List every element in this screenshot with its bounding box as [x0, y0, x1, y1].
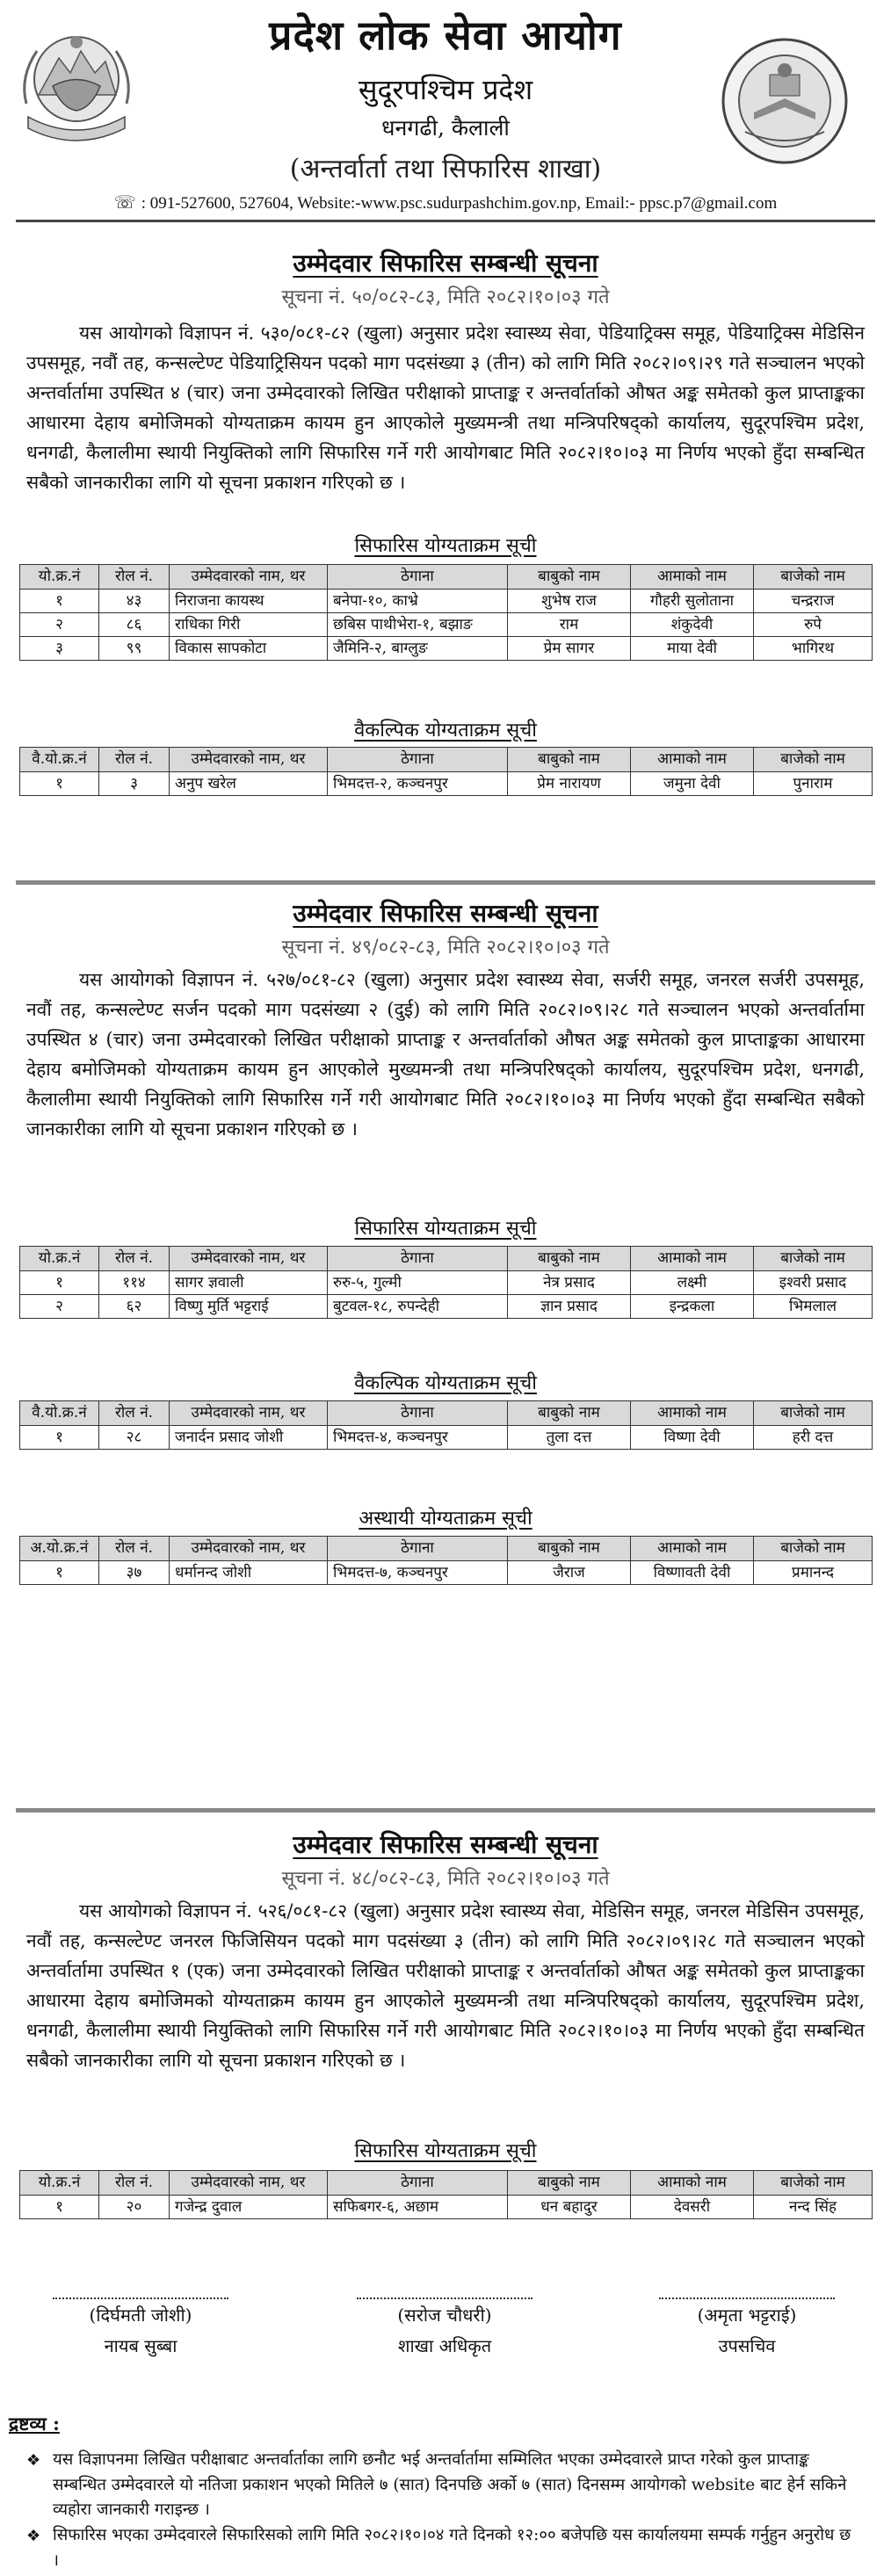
notice-title: उम्मेदवार सिफारिस सम्बन्धी सूचना [293, 899, 598, 928]
table-cell: भागिरथ [754, 637, 873, 661]
table-cell: धर्मानन्द जोशी [170, 1560, 328, 1584]
table-cell: ज्ञान प्रसाद [508, 1295, 631, 1319]
table-cell: १ [20, 1270, 99, 1294]
table-cell: जैमिनि-२, बाग्लुङ [328, 637, 508, 661]
column-header: रोल नं. [99, 1401, 170, 1426]
column-header: बाजेको नाम [754, 2171, 873, 2196]
table-cell: छबिस पाथीभेरा-१, बझाङ [328, 613, 508, 637]
table-cell: इन्द्रकला [631, 1295, 754, 1319]
table-cell: प्रेम सागर [508, 637, 631, 661]
table-cell: शंकुदेवी [631, 613, 754, 637]
notice-reference: सूचना नं. ५०/०८२-८३, मिति २०८२।१०।०३ गते [281, 286, 610, 308]
table-row [20, 1560, 873, 1584]
column-header: बाजेको नाम [754, 1537, 873, 1561]
recommendation-table [19, 2170, 873, 2219]
column-header: बाजेको नाम [754, 1247, 873, 1271]
alternate-table [19, 747, 873, 796]
branch-name: (अन्तर्वार्ता तथा सिफारिस शाखा) [289, 154, 602, 185]
table-row [20, 1270, 873, 1294]
signatory-name: (दिर्घमती जोशी) [89, 2305, 192, 2326]
column-header: आमाको नाम [631, 748, 754, 772]
table-cell: बुटवल-१८, रुपन्देही [328, 1295, 508, 1319]
table-cell: राधिका गिरी [170, 613, 328, 637]
commission-seal-icon [719, 35, 851, 167]
alternate-table [19, 1400, 873, 1450]
table-cell: सफिबगर-६, अछाम [328, 2195, 508, 2218]
signatory-name: (अमृता भट्टराई) [697, 2305, 797, 2326]
signatory-name: (सरोज चौधरी) [397, 2305, 492, 2326]
table-row [20, 2195, 873, 2218]
table-cell: चन्द्रराज [754, 589, 873, 612]
column-header: बाबुको नाम [508, 2171, 631, 2196]
table-title: सिफारिस योग्यताक्रम सूची [354, 535, 537, 557]
table-cell: भिमदत्त-४, कञ्चनपुर [328, 1425, 508, 1449]
table-row [20, 613, 873, 637]
table-cell: जनार्दन प्रसाद जोशी [170, 1425, 328, 1449]
column-header: रोल नं. [99, 1247, 170, 1271]
table-cell: विष्णावती देवी [631, 1560, 754, 1584]
contact-text: : 091-527600, 527604, Website:-www.psc.sudurpashchim.gov.np, Email:- ppsc.p7@gmail.com [141, 194, 778, 213]
signature-block [339, 2297, 550, 2357]
column-header: आमाको नाम [631, 1401, 754, 1426]
table-cell: भिमदत्त-७, कञ्चनपुर [328, 1560, 508, 1584]
table-cell: अनुप खरेल [170, 771, 328, 795]
table-cell: ३ [20, 637, 99, 661]
recommendation-table [19, 564, 873, 661]
section-divider [16, 880, 875, 885]
table-cell: रुरु-५, गुल्मी [328, 1270, 508, 1294]
column-header: रोल नं. [99, 565, 170, 590]
table-cell: १ [20, 589, 99, 612]
signature-line [53, 2297, 228, 2299]
column-header: आमाको नाम [631, 1247, 754, 1271]
table-cell: जमुना देवी [631, 771, 754, 795]
column-header: उम्मेदवारको नाम, थर [170, 2171, 328, 2196]
notice-reference: सूचना नं. ४९/०८२-८३, मिति २०८२।१०।०३ गते [281, 937, 610, 959]
column-header: आमाको नाम [631, 2171, 754, 2196]
table-cell: गौहरी सुलोताना [631, 589, 754, 612]
column-header: यो.क्र.नं [20, 1247, 99, 1271]
table-row [20, 637, 873, 661]
table-cell: २ [20, 1295, 99, 1319]
table-title: सिफारिस योग्यताक्रम सूची [354, 1218, 537, 1240]
table-cell: विष्णु मुर्ति भट्टराई [170, 1295, 328, 1319]
column-header: रोल नं. [99, 1537, 170, 1561]
note-item: सिफारिस भएका उम्मेदवारले सिफारिसको लागि मिति २०८२।१०।०४ गते दिनको १२:०० बजेपछि यस कार्यालयमा सम्पर्क गर्नुहुन अनुरोध छ । [53, 2526, 851, 2570]
column-header: ठेगाना [328, 1401, 508, 1426]
table-cell: विष्णा देवी [631, 1425, 754, 1449]
notes-heading: द्रष्टव्य : [9, 2413, 60, 2435]
table-header-row [20, 748, 873, 772]
column-header: उम्मेदवारको नाम, थर [170, 565, 328, 590]
table-title: सिफारिस योग्यताक्रम सूची [354, 2140, 537, 2162]
column-header: उम्मेदवारको नाम, थर [170, 1537, 328, 1561]
province-name: सुदूरपश्चिम प्रदेश [358, 73, 533, 106]
table-cell: ९९ [99, 637, 170, 661]
table-row [20, 1295, 873, 1319]
column-header: ठेगाना [328, 748, 508, 772]
column-header: यो.क्र.नं [20, 565, 99, 590]
table-row [20, 1425, 873, 1449]
notice-body: यस आयोगको विज्ञापन नं. ५२६/०८१-८२ (खुला) अनुसार प्रदेश स्वास्थ्य सेवा, मेडिसिन समूह, जनरल मेडिसिन उपसमूह, नवौं तह, कन्सल्टेण्ट जनरल फिजिसियन पदको माग पदसंख्या ३ (तीन) को लागि मिति २०८२।०९।२८ गते सञ्चालन भएको अन्तर्वार्तामा उपस्थित १ (एक) जना उम्मेदवारको लिखित परीक्षाको प्राप्ताङ्क र अन्तर्वार्ताको औषत अङ्क समेतको कुल प्राप्ताङ्कका आधारमा देहाय बमोजिमको योग्यताक्रम कायम हुन आएकोले मुख्यमन्त्री तथा मन्त्रिपरिषद्को कार्यालय, सुदूरपश्चिम प्रदेश, धनगढी, कैलालीमा स्थायी नियुक्तिको लागि सिफारिस गर्ने गरी आयोगबाट मिति २०८२।१०।०३ मा निर्णय भएको हुँदा सम्बन्धित सबैको जानकारीका लागि यो सूचना प्रकाशन गरिएको छ । [26, 1900, 865, 2072]
table-cell: २ [20, 613, 99, 637]
signatory-position: उपसचिव [718, 2335, 776, 2356]
table-cell: ३७ [99, 1560, 170, 1584]
table-cell: १ [20, 2195, 99, 2218]
recommendation-table [19, 1246, 873, 1319]
letterhead [0, 0, 891, 224]
column-header: बाजेको नाम [754, 565, 873, 590]
table-cell: प्रेम नारायण [508, 771, 631, 795]
notice-reference: सूचना नं. ४८/०८२-८३, मिति २०८२।१०।०३ गते [281, 1868, 610, 1890]
table-cell: जैराज [508, 1560, 631, 1584]
signature-line [357, 2297, 532, 2299]
table-cell: २० [99, 2195, 170, 2218]
table-row [20, 771, 873, 795]
table-cell: प्रमानन्द [754, 1560, 873, 1584]
table-cell: विकास सापकोटा [170, 637, 328, 661]
table-cell: सागर ज्ञवाली [170, 1270, 328, 1294]
column-header: उम्मेदवारको नाम, थर [170, 1247, 328, 1271]
table-cell: नन्द सिंह [754, 2195, 873, 2218]
table-cell: देवसरी [631, 2195, 754, 2218]
table-header-row [20, 565, 873, 590]
column-header: बाबुको नाम [508, 1537, 631, 1561]
column-header: यो.क्र.नं [20, 2171, 99, 2196]
column-header: आमाको नाम [631, 565, 754, 590]
column-header: उम्मेदवारको नाम, थर [170, 1401, 328, 1426]
signatory-position: नायब सुब्बा [104, 2335, 177, 2356]
temporary-table [19, 1536, 873, 1585]
table-header-row [20, 1401, 873, 1426]
table-cell: ४३ [99, 589, 170, 612]
table-cell: इश्वरी प्रसाद [754, 1270, 873, 1294]
table-title: वैकल्पिक योग्यताक्रम सूची [354, 1372, 537, 1394]
bullet-icon: ❖ [26, 2527, 41, 2545]
column-header: बाबुको नाम [508, 1401, 631, 1426]
table-cell: शुभेष राज [508, 589, 631, 612]
commission-title: प्रदेश लोक सेवा आयोग [269, 11, 622, 59]
column-header: ठेगाना [328, 2171, 508, 2196]
column-header: उम्मेदवारको नाम, थर [170, 748, 328, 772]
notice-body: यस आयोगको विज्ञापन नं. ५३०/०८१-८२ (खुला) अनुसार प्रदेश स्वास्थ्य सेवा, पेडियाट्रिक्स समूह, पेडियाट्रिक्स मेडिसिन उपसमूह, नवौं तह, कन्सल्टेण्ट पेडियाट्रिसियन पदको माग पदसंख्या ३ (तीन) को लागि मिति २०८२।०९।२९ गते सञ्चालन भएको अन्तर्वार्तामा उपस्थित ४ (चार) जना उम्मेदवारको लिखित परीक्षाको प्राप्ताङ्क र अन्तर्वार्ताको औषत अङ्क समेतको कुल प्राप्ताङ्कका आधारमा देहाय बमोजिमको योग्यताक्रम कायम हुन आएकोले मुख्यमन्त्री तथा मन्त्रिपरिषद्को कार्यालय, सुदूरपश्चिम प्रदेश, धनगढी, कैलालीमा स्थायी नियुक्तिको लागि सिफारिस गर्ने गरी आयोगबाट मिति २०८२।१०।०३ मा निर्णय भएको हुँदा सम्बन्धित सबैको जानकारीका लागि यो सूचना प्रकाशन गरिएको छ । [26, 322, 865, 494]
contact-line [0, 192, 891, 213]
table-cell: भिमलाल [754, 1295, 873, 1319]
notice-title: उम्मेदवार सिफारिस सम्बन्धी सूचना [293, 249, 598, 278]
table-cell: रुपे [754, 613, 873, 637]
table-cell: गजेन्द्र दुवाल [170, 2195, 328, 2218]
column-header: रोल नं. [99, 2171, 170, 2196]
signature-block [35, 2297, 246, 2357]
table-cell: धन बहादुर [508, 2195, 631, 2218]
table-header-row [20, 1537, 873, 1561]
table-cell: लक्ष्मी [631, 1270, 754, 1294]
column-header: आमाको नाम [631, 1537, 754, 1561]
signatory-position: शाखा अधिकृत [397, 2335, 492, 2356]
table-cell: माया देवी [631, 637, 754, 661]
column-header: वै.यो.क्र.नं [20, 748, 99, 772]
table-cell: हरी दत्त [754, 1425, 873, 1449]
signature-block [641, 2297, 852, 2357]
table-cell: १ [20, 1560, 99, 1584]
table-cell: १ [20, 771, 99, 795]
table-cell: १ [20, 1425, 99, 1449]
table-cell: निराजना कायस्थ [170, 589, 328, 612]
table-title: अस्थायी योग्यताक्रम सूची [359, 1508, 532, 1530]
signature-line [659, 2297, 835, 2299]
column-header: वै.यो.क्र.नं [20, 1401, 99, 1426]
header-divider [16, 220, 875, 222]
column-header: बाबुको नाम [508, 748, 631, 772]
section-divider [16, 1808, 875, 1813]
table-cell: राम [508, 613, 631, 637]
table-cell: तुला दत्त [508, 1425, 631, 1449]
table-cell: ११४ [99, 1270, 170, 1294]
city-name: धनगढी, कैलाली [381, 115, 510, 141]
column-header: ठेगाना [328, 1537, 508, 1561]
notice-title: उम्मेदवार सिफारिस सम्बन्धी सूचना [293, 1830, 598, 1859]
bullet-icon: ❖ [26, 2451, 41, 2470]
note-item: यस विज्ञापनमा लिखित परीक्षाबाट अन्तर्वार्ताका लागि छनौट भई अन्तर्वार्तामा सम्मिलित भएका उम्मेदवारले प्राप्त गरेको कुल प्राप्ताङ्क सम्बन्धित उम्मेदवारले यो नतिजा प्रकाशन भएको मितिले ७ (सात) दिनपछि अर्को ७ (सात) दिनसम्म आयोगको website बाट हेर्न सकिने व्यहोरा जानकारी गराइन्छ । [53, 2450, 847, 2520]
column-header: अ.यो.क्र.नं [20, 1537, 99, 1561]
table-header-row [20, 1247, 873, 1271]
column-header: बाजेको नाम [754, 1401, 873, 1426]
table-cell: ६२ [99, 1295, 170, 1319]
telephone-icon: ☏ [113, 193, 136, 213]
table-cell: पुनाराम [754, 771, 873, 795]
table-cell: नेत्र प्रसाद [508, 1270, 631, 1294]
column-header: बाबुको नाम [508, 1247, 631, 1271]
notice-body: यस आयोगको विज्ञापन नं. ५२७/०८१-८२ (खुला) अनुसार प्रदेश स्वास्थ्य सेवा, सर्जरी समूह, जनरल सर्जरी उपसमूह, नवौं तह, कन्सल्टेण्ट सर्जन पदको माग पदसंख्या २ (दुई) को लागि मिति २०८२।०९।२८ गते सञ्चालन भएको अन्तर्वार्तामा उपस्थित ४ (चार) जना उम्मेदवारको लिखित परीक्षाको प्राप्ताङ्क र अन्तर्वार्ताको औषत अङ्क समेतको कुल प्राप्ताङ्कका आधारमा देहाय बमोजिमको योग्यताक्रम कायम हुन आएकोले मुख्यमन्त्री तथा मन्त्रिपरिषद्को कार्यालय, सुदूरपश्चिम प्रदेश, धनगढी, कैलालीमा स्थायी नियुक्तिको लागि सिफारिस गर्ने गरी आयोगबाट मिति २०८२।१०।०३ मा निर्णय भएको हुँदा सम्बन्धित सबैको जानकारीका लागि यो सूचना प्रकाशन गरिएको छ । [26, 969, 865, 1140]
table-cell: बनेपा-१०, काभ्रे [328, 589, 508, 612]
column-header: बाबुको नाम [508, 565, 631, 590]
table-cell: ३ [99, 771, 170, 795]
table-cell: २८ [99, 1425, 170, 1449]
table-title: वैकल्पिक योग्यताक्रम सूची [354, 720, 537, 742]
column-header: रोल नं. [99, 748, 170, 772]
table-cell: भिमदत्त-२, कञ्चनपुर [328, 771, 508, 795]
column-header: ठेगाना [328, 565, 508, 590]
column-header: ठेगाना [328, 1247, 508, 1271]
table-row [20, 589, 873, 612]
column-header: बाजेको नाम [754, 748, 873, 772]
table-header-row [20, 2171, 873, 2196]
table-cell: ८६ [99, 613, 170, 637]
